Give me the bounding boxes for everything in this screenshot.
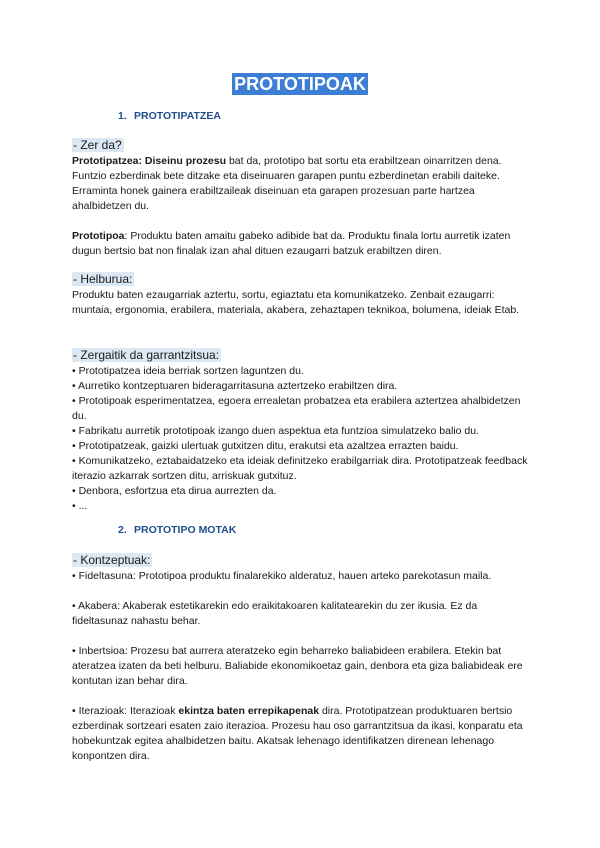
document-title-text: PROTOTIPOAK <box>234 74 366 94</box>
subsection-label: - Zer da? <box>73 138 122 152</box>
list-item: • Prototipoak esperimentatzea, egoera errealetan probatzea eta erabilera aztertzea ahalbidetzen du. <box>72 395 521 422</box>
bold-term: Prototipatzea: Diseinu prozesu <box>72 155 227 167</box>
paragraph-prototipatzea <box>72 154 532 214</box>
paragraph-text: : Produktu baten amaitu gabeko adibide bat da. Produktu finala lortu aurretik izaten dugun bertsio bat non finalak izan ahal dituen ezaugarri batzuk erabiltzen diren. <box>72 230 511 257</box>
subsection-zergaitik <box>72 348 532 514</box>
paragraph-text: dira. Prototipatzean produktuaren bertsio ezberdinak sortzeari esaten zaio iterazioa. Prozesu hau oso garrantzitsua da ikasi, konparatu eta hobekuntzak egitea ahalbidetzen baitu. Akatsak lehenago identifikatzen direnean lehenago konpontzen dira. <box>72 705 523 762</box>
section-number: 2. <box>118 524 127 536</box>
list-item: • Fabrikatu aurretik prototipoak izango duen aspektua eta funtzioa simulatzeko balio du. <box>72 425 480 437</box>
paragraph-inbertsioa: • Inbertsioa: Prozesu bat aurrera ateratzeko egin beharreko baliabideen erabilera. Etekin bat ateratzea izaten da beti helburu. Baliabide ekonomikoetaz gain, denbora eta giza baliabideak ere kontutan izan behar dira. <box>72 645 523 687</box>
bold-term: ekintza baten errepikapenak <box>178 705 320 717</box>
paragraph-fideltasuna: • Fideltasuna: Prototipoa produktu finalarekiko alderatuz, hauen arteko parekotasun maila. <box>72 570 492 582</box>
list-item: • Komunikatzeko, eztabaidatzeko eta ideiak definitzeko erabilgarriak dira. Prototipatzeak feedback iterazio azkarrak sortzen ditu, arriskuak gutxituz. <box>72 455 528 482</box>
subsection-label: - Helburua: <box>73 272 133 286</box>
section-number: 1. <box>118 110 127 122</box>
paragraph-prototipoa <box>72 229 532 259</box>
list-item: • Prototipatzeak, gaizki ulertuak gutxitzen ditu, erakutsi eta azaltzea errazten baidu. <box>72 440 459 452</box>
bold-term: Prototipoa <box>72 230 125 242</box>
paragraph-akabera: • Akabera: Akaberak estetikarekin edo eraikitakoaren kalitatearekin du zer ikusia. Ez da fideltasunaz nahastu behar. <box>72 600 478 627</box>
paragraph-iterazioak <box>72 704 532 764</box>
list-item: • ... <box>72 500 88 512</box>
list-item: • Denbora, esfortzua eta dirua aurrezten da. <box>72 485 277 497</box>
subsection-helburua <box>72 272 532 318</box>
paragraph-text: bat da, prototipo bat sortu eta erabiltzean oinarritzen dena. Funtzio ezberdinak bete ditzake eta diseinuaren garapen puntu ezberdinetan erabili daiteke. Erraminta honek gainera erabiltzaileak diseinuan eta garapen prozesuan parte hartzea ahalbidetzen du. <box>72 155 502 212</box>
section-heading-prototipatzea <box>118 110 221 123</box>
section-title: PROTOTIPATZEA <box>134 110 221 122</box>
list-item: • Aurretiko kontzeptuaren bideragarritasuna aztertzeko erabiltzen dira. <box>72 380 398 392</box>
paragraph-helburua: Produktu baten ezaugarriak aztertu, sortu, egiaztatu eta komunikatzeko. Zenbait ezaugarri: muntaia, ergonomia, erabilera, materiala, akabera, zehaztapen teknikoa, bolumena, ideiak Etab. <box>72 289 520 316</box>
subsection-label: - Zergaitik da garrantzitsua: <box>73 348 220 362</box>
subsection-kontzeptuak <box>72 553 532 764</box>
subsection-zer-da <box>72 138 532 259</box>
subsection-label: - Kontzeptuak: <box>73 553 151 567</box>
document-title <box>0 73 600 95</box>
list-item: • Prototipatzea ideia berriak sortzen laguntzen du. <box>72 365 304 377</box>
paragraph-text: • Iterazioak: Iterazioak <box>72 705 179 717</box>
section-title: PROTOTIPO MOTAK <box>134 524 237 536</box>
section-heading-prototipo-motak <box>118 524 236 537</box>
